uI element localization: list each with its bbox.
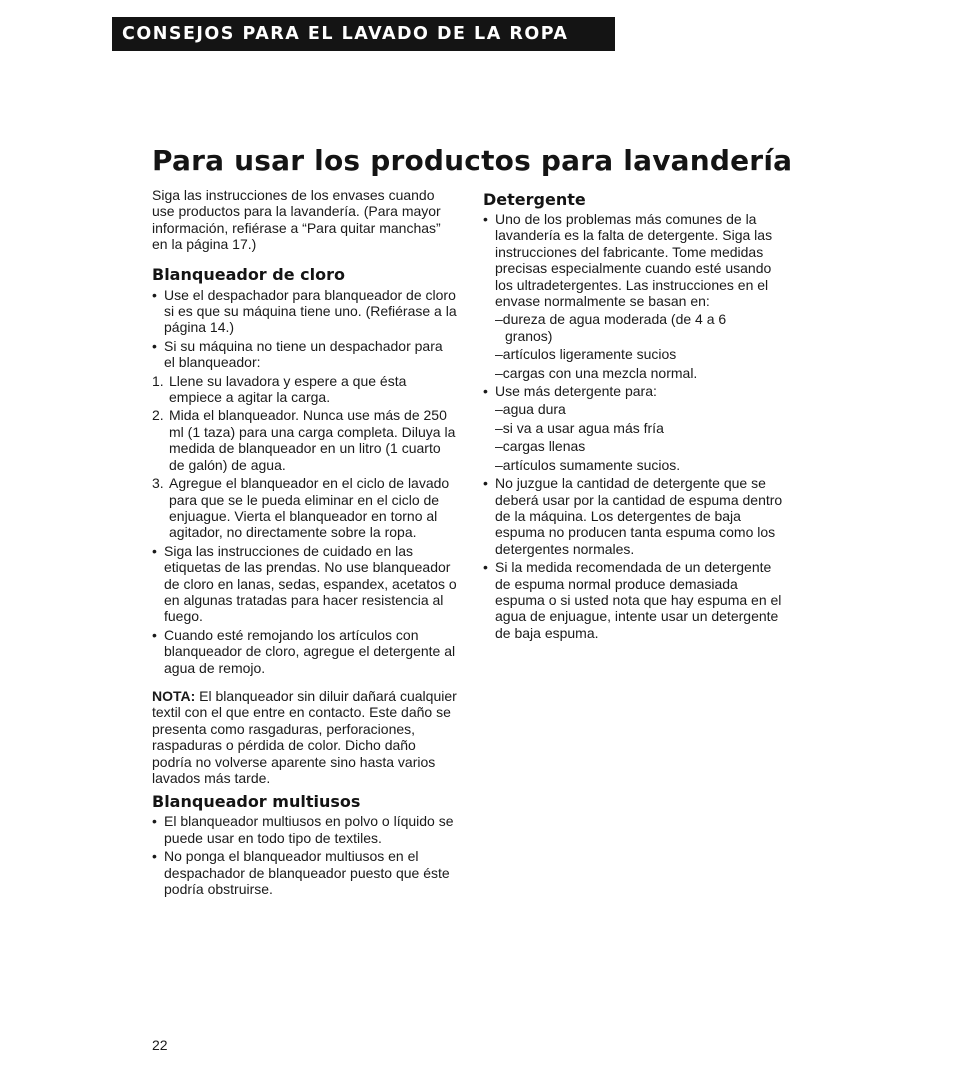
list-item: • No ponga el blanqueador multiusos en el despachador de blanqueador puesto que éste podría obstruirse. <box>152 848 457 897</box>
numbered-step <box>152 475 457 541</box>
step-number: 3. <box>152 475 164 492</box>
list-item: • Si su máquina no tiene un despachador para el blanqueador: <box>152 338 457 371</box>
dash-item: –artículos ligeramente sucios <box>495 346 677 363</box>
step-text: Mida el blanqueador. Nunca use más de 250 ml (1 taza) para una carga completa. Diluya la medida de blanqueador en un litro (1 cuarto de galón) de agua. <box>169 407 456 473</box>
heading-detergente: Detergente <box>483 190 586 209</box>
dash-item: –cargas llenas <box>495 438 586 455</box>
step-number: 1. <box>152 372 164 389</box>
step-text: Agregue el blanqueador en el ciclo de lavado para que se le pueda eliminar en el ciclo de enjuague. Vierta el blanqueador en torno al agitador, no directamente sobre la ropa. <box>169 475 450 541</box>
dash-item: –cargas con una mezcla normal. <box>495 364 698 381</box>
heading-blanqueador-multiusos: Blanqueador multiusos <box>152 792 361 812</box>
section-banner: CONSEJOS PARA EL LAVADO DE LA ROPA <box>112 17 615 51</box>
step-text: Llene su lavadora y espere a que ésta empiece a agitar la carga. <box>169 372 407 406</box>
numbered-step <box>152 373 457 406</box>
page-title: Para usar los productos para lavandería <box>152 144 793 177</box>
dash-item: –artículos sumamente sucios. <box>495 456 681 473</box>
page-number: 22 <box>152 1037 168 1053</box>
nota-label: NOTA: <box>152 687 196 704</box>
nota-paragraph <box>152 688 457 786</box>
list-item: • Siga las instrucciones de cuidado en las etiquetas de las prendas. No use blanqueador de cloro en lanas, sedas, espandex, acetatos o en algunas tratadas para hacer resistencia al fuego. <box>152 543 457 625</box>
list-item: • Use el despachador para blanqueador de cloro si es que su máquina tiene uno. (Refiérase a la página 14.) <box>152 287 457 336</box>
dash-item: –agua dura <box>495 401 566 418</box>
list-item: • Cuando esté remojando los artículos con blanqueador de cloro, agregue el detergente al agua de remojo. <box>152 627 457 676</box>
list-item: • Uno de los problemas más comunes de la lavandería es la falta de detergente. Siga las instrucciones del fabricante. Tome medidas precisas especialmente cuando esté usando los ultradetergentes. Las instrucciones en el envase normalmente se basan en: <box>483 211 788 309</box>
step-number: 2. <box>152 407 164 424</box>
nota-text: El blanqueador sin diluir dañará cualquier textil con el que entre en contacto. Este daño se presenta como rasgaduras, perforaciones, raspaduras o pérdida de color. Dicho daño podría no volverse aparente sino hasta varios lavados más tarde. <box>152 687 457 786</box>
list-item: • El blanqueador multiusos en polvo o líquido se puede usar en todo tipo de textiles. <box>152 813 457 846</box>
left-column <box>152 187 457 897</box>
dash-text: –dureza de agua moderada (de 4 a 6 <box>495 311 727 328</box>
dash-item: –si va a usar agua más fría <box>495 419 664 436</box>
list-item: • Use más detergente para: <box>483 383 788 399</box>
list-item: • Si la medida recomendada de un detergente de espuma normal produce demasiada espuma o si usted nota que hay espuma en el agua de enjuague, intente usar un detergente de baja espuma. <box>483 559 788 641</box>
heading-blanqueador-cloro: Blanqueador de cloro <box>152 264 345 284</box>
dash-continuation: granos) <box>505 327 553 344</box>
dash-item <box>483 311 788 344</box>
list-item: • No juzgue la cantidad de detergente que se deberá usar por la cantidad de espuma dentro de la máquina. Los detergentes de baja espuma no producen tanta espuma como los detergentes normales. <box>483 475 788 557</box>
right-column <box>483 190 788 641</box>
numbered-step <box>152 407 457 473</box>
intro-paragraph: Siga las instrucciones de los envases cuando use productos para la lavandería. (Para mayor información, refiérase a “Para quitar manchas” en la página 17.) <box>152 187 441 253</box>
